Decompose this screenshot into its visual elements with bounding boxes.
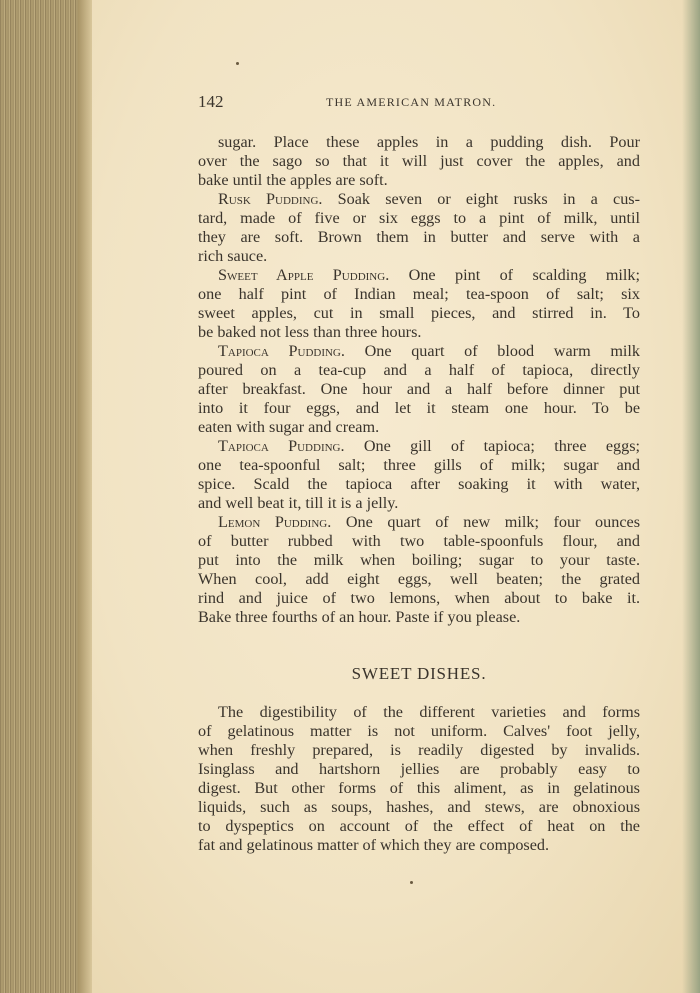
line-text: over the sago so that it will just cover the apples, and [198, 152, 640, 170]
text-line [198, 190, 640, 209]
line-text: One gill of tapioca; three eggs; [344, 437, 640, 455]
text-line [198, 323, 640, 342]
text-line [198, 722, 640, 741]
text-line [198, 380, 640, 399]
page-number: 142 [198, 92, 224, 111]
line-text: One quart of blood warm milk [344, 342, 640, 360]
section-title: SWEET DISHES. [351, 664, 487, 683]
text-line [198, 494, 640, 513]
text-line [198, 836, 640, 855]
paragraph [198, 342, 640, 437]
paragraph [198, 437, 640, 513]
running-title: THE AMERICAN MATRON. [326, 95, 497, 109]
line-text: Isinglass and hartshorn jellies are probably easy to [198, 760, 640, 778]
sweet-dishes-text [198, 703, 640, 855]
text-line [198, 741, 640, 760]
line-text: to dyspeptics on account of the effect of heat on the [198, 817, 640, 835]
text-line [198, 133, 640, 152]
paragraph [198, 266, 640, 342]
line-text: eaten with sugar and cream. [198, 418, 380, 436]
text-line [198, 779, 640, 798]
paragraph [198, 513, 640, 627]
line-text: tard, made of five or six eggs to a pint of milk, until [198, 209, 640, 227]
line-text: one tea-spoonful salt; three gills of milk; sugar and [198, 456, 640, 474]
text-line [198, 817, 640, 836]
line-text: Bake three fourths of an hour. Paste if you please. [198, 608, 521, 626]
line-text: after breakfast. One hour and a half before dinner put [198, 380, 640, 398]
text-line [198, 418, 640, 437]
line-text: One pint of scalding milk; [389, 266, 640, 284]
line-text: sugar. Place these apples in a pudding dish. Pour [218, 133, 640, 151]
text-line [198, 342, 640, 361]
line-text: sweet apples, cut in small pieces, and stirred in. To [198, 304, 640, 322]
text-line [198, 266, 640, 285]
line-text: one half pint of Indian meal; tea-spoon of salt; six [198, 285, 640, 303]
line-text: liquids, such as soups, hashes, and stews, are obnoxious [198, 798, 640, 816]
line-text: Soak seven or eight rusks in a cus- [322, 190, 640, 208]
recipe-title: Rusk Pudding. [218, 190, 323, 208]
text-line [198, 513, 640, 532]
line-text: of butter rubbed with two table-spoonfuls flour, and [198, 532, 640, 550]
text-line [198, 361, 640, 380]
text-line [198, 209, 640, 228]
line-text: digest. But other forms of this aliment, as in gelatinous [198, 779, 640, 797]
line-text: rind and juice of two lemons, when about to bake it. [198, 589, 640, 607]
text-line [198, 304, 640, 323]
line-text: when freshly prepared, is readily digested by invalids. [198, 741, 640, 759]
text-line [198, 399, 640, 418]
line-text: put into the milk when boiling; sugar to your taste. [198, 551, 640, 569]
line-text: spice. Scald the tapioca after soaking it with water, [198, 475, 640, 493]
paragraph [198, 190, 640, 266]
text-line [198, 760, 640, 779]
line-text: into it four eggs, and let it steam one hour. To be [198, 399, 640, 417]
line-text: fat and gelatinous matter of which they are composed. [198, 836, 550, 854]
text-line [198, 285, 640, 304]
text-line [198, 570, 640, 589]
line-text: rich sauce. [198, 247, 268, 265]
text-line [198, 475, 640, 494]
text-line [198, 247, 640, 266]
recipe-title: Tapioca Pudding. [218, 437, 345, 455]
line-text: of gelatinous matter is not uniform. Calves' foot jelly, [198, 722, 640, 740]
paragraph [198, 703, 640, 855]
text-line [198, 703, 640, 722]
line-text: When cool, add eight eggs, well beaten; the grated [198, 570, 640, 588]
text-line [198, 152, 640, 171]
text-line [198, 608, 640, 627]
speck [236, 62, 239, 65]
line-text: they are soft. Brown them in butter and serve with a [198, 228, 640, 246]
line-text: and well beat it, till it is a jelly. [198, 494, 399, 512]
page-header [198, 92, 640, 114]
text-line [198, 551, 640, 570]
text-line [198, 532, 640, 551]
recipes-text [198, 133, 640, 627]
recipe-title: Sweet Apple Pudding. [218, 266, 390, 284]
text-line [198, 456, 640, 475]
page-edges [0, 0, 92, 993]
paragraph [198, 133, 640, 190]
text-line [198, 228, 640, 247]
recipe-title: Tapioca Pudding. [218, 342, 345, 360]
line-text: The digestibility of the different varieties and forms [218, 703, 640, 721]
line-text: be baked not less than three hours. [198, 323, 422, 341]
text-line [198, 589, 640, 608]
text-line [198, 171, 640, 190]
speck [410, 881, 413, 884]
text-line [198, 437, 640, 456]
page-shadow [682, 0, 700, 993]
line-text: poured on a tea-cup and a half of tapioca, directly [198, 361, 640, 379]
line-text: bake until the apples are soft. [198, 171, 388, 189]
line-text: One quart of new milk; four ounces [331, 513, 640, 531]
text-line [198, 798, 640, 817]
recipe-title: Lemon Pudding. [218, 513, 332, 531]
